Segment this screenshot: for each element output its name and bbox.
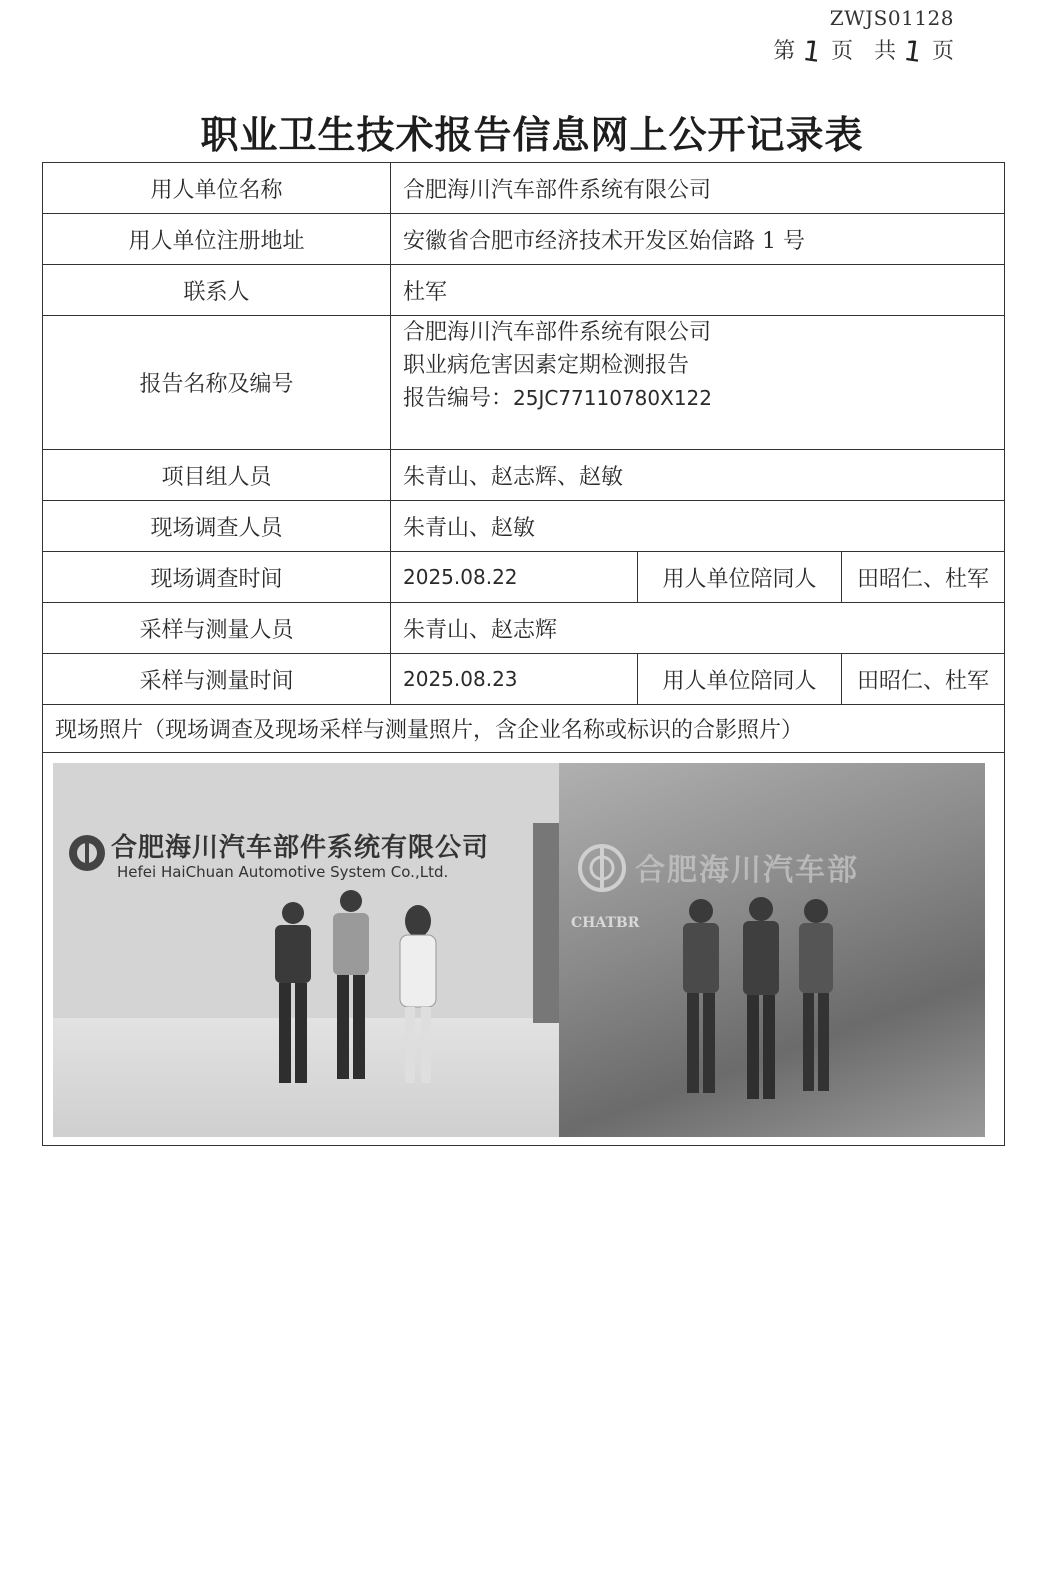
report-number-label: 报告编号：: [403, 386, 514, 411]
row-report: [43, 316, 1005, 450]
photo1-sign-cn: 合肥海川汽车部件系统有限公司: [111, 833, 490, 863]
survey-staff-label: 现场调查人员: [43, 501, 391, 552]
group-figures: [671, 893, 841, 1113]
row-photos-heading: [43, 705, 1005, 753]
employer-address-label: 用人单位注册地址: [43, 214, 391, 265]
site-photo-2: [559, 763, 985, 1137]
photo1-door: [533, 823, 559, 1023]
sampling-staff-value: 朱青山、赵志辉: [391, 603, 1005, 654]
record-table: [42, 162, 1005, 1146]
photos-heading: 现场照片（现场调查及现场采样与测量照片，含企业名称或标识的合影照片）: [43, 705, 1005, 753]
report-number: 25JC77110780X122: [513, 386, 712, 410]
survey-escort-label: 用人单位陪同人: [638, 552, 842, 603]
report-label: 报告名称及编号: [43, 316, 391, 450]
document-code: ZWJS01128: [829, 6, 954, 30]
report-line-1: 合肥海川汽车部件系统有限公司: [403, 320, 712, 345]
row-employer-name: [43, 163, 1005, 214]
photo2-brand: CHATBR: [571, 915, 640, 931]
page-label-ye2: 页: [931, 39, 954, 64]
project-team-label: 项目组人员: [43, 450, 391, 501]
page-title: 职业卫生技术报告信息网上公开记录表: [200, 113, 864, 157]
row-sampling-staff: [43, 603, 1005, 654]
page-label-di: 第: [773, 39, 796, 64]
sampling-staff-label: 采样与测量人员: [43, 603, 391, 654]
row-sampling-time: [43, 654, 1005, 705]
sampling-time-value: 2025.08.23: [391, 654, 638, 705]
row-survey-staff: [43, 501, 1005, 552]
report-number-line: [403, 382, 992, 415]
survey-escort-value: 田昭仁、杜军: [842, 552, 1005, 603]
contact-value: 杜军: [391, 265, 1005, 316]
row-project-team: [43, 450, 1005, 501]
photos-strip: [53, 763, 994, 1137]
page-total: 1: [901, 33, 925, 70]
site-photo-1: [53, 763, 559, 1137]
report-value: [391, 316, 1005, 450]
sampling-escort-value: 田昭仁、杜军: [842, 654, 1005, 705]
page-count: [773, 34, 954, 68]
row-survey-time: [43, 552, 1005, 603]
company-logo-icon: [67, 833, 107, 873]
row-photos: [43, 753, 1005, 1146]
survey-time-value: 2025.08.22: [391, 552, 638, 603]
employer-address-value: 安徽省合肥市经济技术开发区始信路 1 号: [391, 214, 1005, 265]
employer-name-value: 合肥海川汽车部件系统有限公司: [391, 163, 1005, 214]
project-team-value: 朱青山、赵志辉、赵敏: [391, 450, 1005, 501]
report-line-2: 职业病危害因素定期检测报告: [403, 353, 690, 378]
page-label-ye: 页: [831, 39, 854, 64]
person-3-figure: [393, 903, 443, 1089]
employer-name-label: 用人单位名称: [43, 163, 391, 214]
company-logo-icon-faded: [577, 843, 627, 893]
sampling-time-label: 采样与测量时间: [43, 654, 391, 705]
page-number: 1: [801, 33, 824, 70]
row-employer-address: [43, 214, 1005, 265]
photos-cell: [43, 753, 1005, 1146]
sampling-escort-label: 用人单位陪同人: [638, 654, 842, 705]
page-label-gong: 共: [874, 39, 897, 64]
person-2-figure: [325, 887, 377, 1087]
survey-staff-value: 朱青山、赵敏: [391, 501, 1005, 552]
person-1-figure: [265, 899, 321, 1089]
photo1-sign-en: Hefei HaiChuan Automotive System Co.,Ltd.: [117, 863, 449, 881]
row-contact: [43, 265, 1005, 316]
photo2-sign-cn: 合肥海川汽车部: [635, 853, 859, 888]
survey-time-label: 现场调查时间: [43, 552, 391, 603]
contact-label: 联系人: [43, 265, 391, 316]
